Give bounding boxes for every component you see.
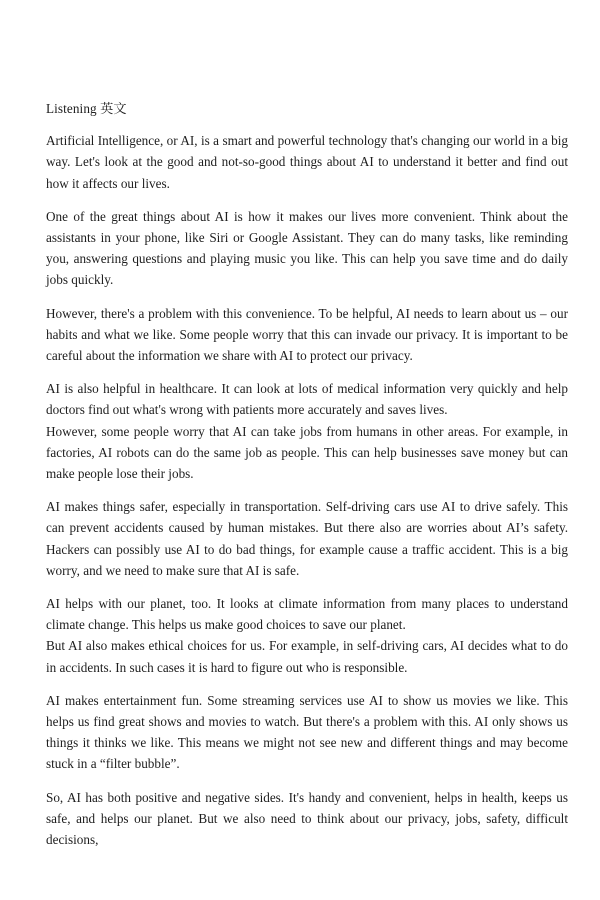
paragraph-conclusion: So, AI has both positive and negative sides. It's handy and convenient, helps in health, keeps us safe, and helps our planet. But we also need to think about our privacy, jobs, safety, difficult decisions, <box>46 789 568 848</box>
paragraph-planet: AI helps with our planet, too. It looks at climate information from many places to understand climate change. This helps us make good choices to save our planet. <box>46 596 568 633</box>
paragraph-convenience: One of the great things about AI is how it makes our lives more convenient. Think about the assistants in your phone, like Siri or Google Assistant. They can do many tasks, like reminding you, answering questions and playing music you like. This can help you save time and do daily jobs quickly. <box>46 208 568 288</box>
document-title: Listening 英文 <box>46 101 127 116</box>
paragraph-safety: AI makes things safer, especially in transportation. Self-driving cars use AI to drive safely. This can prevent accidents caused by human mistakes. But there also are worries about AI’s safety. Hackers can possibly use AI to do bad things, for example cause a traffic accident. This is a big worry, and we need to make sure that AI is safe. <box>46 499 568 578</box>
document-page <box>46 98 568 862</box>
paragraph-entertainment: AI makes entertainment fun. Some streaming services use AI to show us movies we like. This helps us find great shows and movies to watch. But there's a problem with this. AI only shows us things it thinks we like. This means we might not see new and different things and may become stuck in a “filter bubble”. <box>46 692 568 772</box>
paragraph-healthcare: AI is also helpful in healthcare. It can look at lots of medical information very quickly and help doctors find out what's wrong with patients more accurately and saves lives. <box>46 381 568 418</box>
paragraph-ethics: But AI also makes ethical choices for us. For example, in self-driving cars, AI decides what to do in accidents. In such cases it is hard to figure out who is responsible. <box>46 638 568 675</box>
paragraph-jobs: However, some people worry that AI can take jobs from humans in other areas. For example, in factories, AI robots can do the same job as people. This can help businesses save money but can make people lose their jobs. <box>46 423 568 482</box>
paragraph-privacy: However, there's a problem with this convenience. To be helpful, AI needs to learn about us – our habits and what we like. Some people worry that this can invade our privacy. It is important to be careful about the information we share with AI to protect our privacy. <box>46 305 568 364</box>
paragraph-intro: Artificial Intelligence, or AI, is a smart and powerful technology that's changing our world in a big way. Let's look at the good and not-so-good things about AI to understand it better and find out how it affects our lives. <box>46 133 568 191</box>
